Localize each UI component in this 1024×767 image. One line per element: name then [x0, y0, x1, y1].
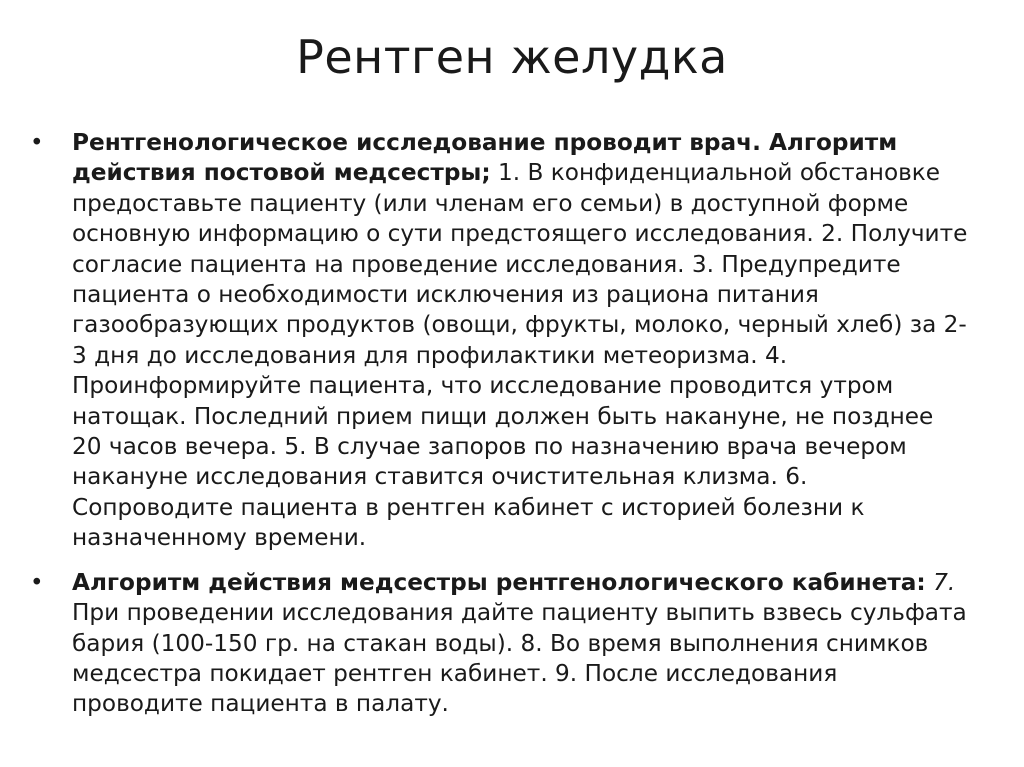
bullet-lead-text: Рентгенологическое исследование проводит врач. Алгоритм действия постовой медсестры; [72, 129, 898, 187]
bullet-item-1 [30, 128, 970, 554]
bullet-item-2 [30, 568, 970, 720]
bullet-body-text: При проведении исследования дайте пациенту выпить взвесь сульфата бария (100-150 гр. на стакан воды). 8. Во время выполнения снимков медсестра покидает рентген кабинет. 9. После исследования проводите пациента в палату. [72, 599, 967, 718]
slide-title: Рентген желудка [296, 30, 728, 84]
bullet-italic-number: 7. [925, 568, 956, 596]
bullet-list [30, 128, 970, 734]
bullet-body-text: 1. В конфиденциальной обстановке предоставьте пациенту (или членам его семьи) в доступной форме основную информацию о сути предстоящего исследования. 2. Получите согласие пациента на проведение исследования. 3. Предупредите пациента о необходимости исключения из рациона питания газообразующих продуктов (овощи, фрукты, молоко, черный хлеб) за 2-3 дня до исследования для профилактики метеоризма. 4. Проинформируйте пациента, что исследование проводится утром натощак. Последний прием пищи должен быть накануне, не позднее 20 часов вечера. 5. В случае запоров по назначению врача вечером накануне исследования ставится очистительная клизма. 6. Сопроводите пациента в рентген кабинет с историей болезни к назначенному времени. [72, 159, 968, 552]
bullet-marker: • [30, 130, 44, 156]
bullet-lead-text: Алгоритм действия медсестры рентгенологического кабинета: [72, 568, 926, 596]
bullet-marker: • [30, 569, 44, 596]
